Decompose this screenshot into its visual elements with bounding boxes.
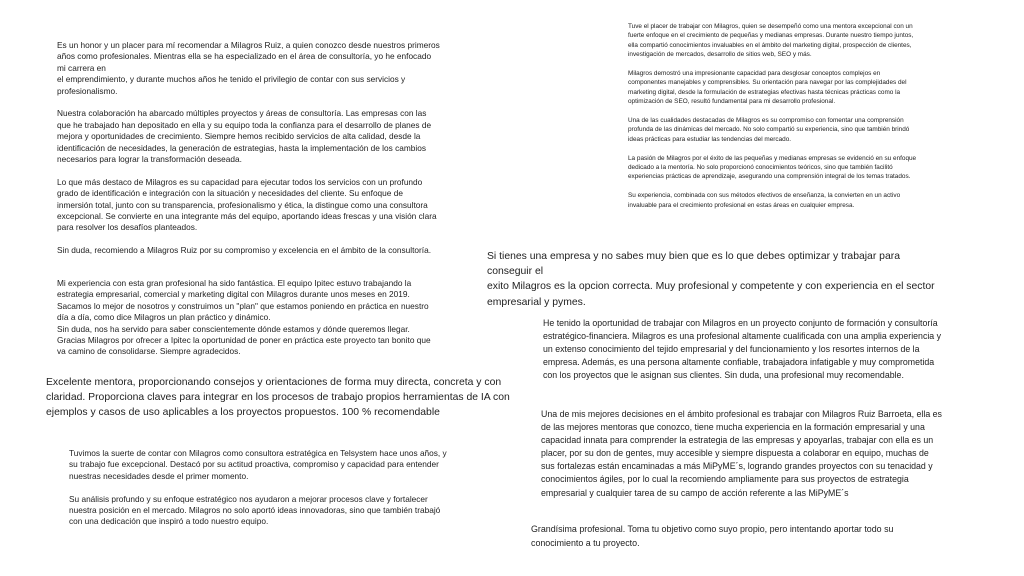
testimonial-paragraph: Tuve el placer de trabajar con Milagros, quien se desempeñó como una mentora excepcional con un fuerte enfoque en el crecimiento de pequeñas y medianas empresas. Durante nuestro tiempo juntos, ella compartió conocimientos invaluables en el ámbito del marketing digital, prospección de clientes, investigación de mercados, desarrollo de sitios web, SEO y más.	[628, 23, 914, 59]
testimonial-paragraph: Milagros demostró una impresionante capacidad para desglosar conceptos complejos en componentes manejables y comprensibles. Su orientación para navegar por las complejidades del marketing digital, desde la formulación de estrategias efectivas hasta técnicas prácticas como la optimización de SEO, resultó fundamental para mi desarrollo profesional.	[628, 70, 907, 106]
testimonial-paragraph: Una de las cualidades destacadas de Milagros es su compromiso con fomentar una comprensión profunda de las dinámicas del mercado. No solo compartió su experiencia, sino que también brindó ideas prácticas para estudiar las tendencias del mercado.	[628, 117, 910, 143]
testimonial-paragraph: Es un honor y un placer para mí recomendar a Milagros Ruiz, a quien conozco desde nuestros primeros años como profesionales. Mientras ella se ha especializado en el área de consultoría, yo he enfocado mi carrera en el emprendimiento, y durante muchos años he tenido el privilegio de contar con sus servicios y profesionalismo.	[57, 40, 440, 96]
testimonial-paragraph: Su experiencia, combinada con sus métodos efectivos de enseñanza, la convierten en un activo invaluable para el crecimiento profesional en estas áreas en cualquier empresa.	[628, 192, 901, 209]
testimonial-ipitec	[57, 278, 467, 358]
testimonial-paragraph: Lo que más destaco de Milagros es su capacidad para ejecutar todos los servicios con un profundo grado de identificación e integración con la situación y necesidades del cliente. Su enfoque de inmersión total, junto con su transparencia, profesionalismo y ética, la distingue como una consultora excepcional. Se convierte en una integrante más del equipo, aportando ideas frescas y una visión clara para resolver los desafíos planteados.	[57, 176, 437, 233]
testimonial-financial-consulting	[543, 317, 963, 382]
testimonial-paragraph: Excelente mentora, proporcionando consejos y orientaciones de forma muy directa, concreta y con claridad. Proporciona claves para integrar en los procesos de trabajo propios herramientas de IA con ejemplos y casos de uso aplicables a los proyectos propuestos. 100 % recomendable	[46, 377, 510, 419]
testimonial-paragraph: Una de mis mejores decisiones en el ámbito profesional es trabajar con Milagros Ruiz Barroeta, ella es de las mejores mentoras que conozco, tiene mucha experiencia en la formación empresarial y una capacidad innata para comprender la estrategia de las empresas y apoyarlas, trabajar con ella es un placer, por su don de gentes, muy accesible y siempre dispuesta a colaborar en equipo, muchas de sus fortalezas están encaminadas a más MiPyME´s, logrando grandes proyectos con su tenacidad y conocimientos ágiles, por lo cual la recomiendo ampliamente para sus proyectos de estrategia empresarial y cualquier tarea de su campo de acción referente a las MiPyME´s	[541, 409, 942, 498]
testimonial-mipyme-mentor	[541, 408, 981, 500]
testimonial-ai-mentor	[46, 375, 516, 421]
testimonial-paragraph: Sin duda, recomiendo a Milagros Ruiz por su compromiso y excelencia en el ámbito de la consultoría.	[57, 245, 432, 256]
testimonial-paragraph: He tenido la oportunidad de trabajar con Milagros en un proyecto conjunto de formación y consultoría estratégico-financiera. Milagros es una profesional altamente cualificada con una amplia experiencia y un extenso conocimiento del tejido empresarial y del funcionamiento y los resortes internos de la empresa. Además, es una persona altamente confiable, trabajadora infatigable y muy comprometida con los proyectos que le asignan sus clientes. Sin duda, una profesional muy recomendable.	[543, 318, 942, 381]
testimonial-paragraph: Si tienes una empresa y no sabes muy bien que es lo que debes optimizar y trabajar para conseguir el exito Milagros es la opcion correcta. Muy profesional y competente y con experiencia en el sector empresarial y pymes.	[487, 251, 935, 308]
testimonial-digital-marketing-mentor	[628, 22, 968, 210]
testimonial-paragraph: Su análisis profundo y su enfoque estratégico nos ayudaron a mejorar procesos clave y fortalecer nuestra posición en el mercado. Milagros no solo aportó ideas innovadoras, sino que también trabajó con una dedicación que inspiró a todo nuestro equipo.	[69, 493, 441, 527]
testimonial-paragraph: Tuvimos la suerte de contar con Milagros como consultora estratégica en Telsystem hace unos años, y su trabajo fue excepcional. Destacó por su actitud proactiva, compromiso y capacidad para entender nuestras necesidades desde el primer momento.	[69, 448, 447, 481]
testimonial-paragraph: Grandísima profesional. Toma tu objetivo como suyo propio, pero intentando aportar todo su conocimiento a tu proyecto.	[531, 524, 894, 549]
testimonial-paragraph: Mi experiencia con esta gran profesional ha sido fantástica. El equipo Ipitec estuvo trabajando la estrategia empresarial, comercial y marketing digital con Milagros durante unos meses en 2019. Sacamos lo mejor de nosotros y construimos un "plan" que estamos poniendo en práctica en nuestro día a día, como dice Milagros un plan práctico y dinámico. Sin duda, nos ha servido para saber conscientemente dónde estamos y dónde queremos llegar. Gracias Milagros por ofrecer a Ipitec la oportunidad de poner en práctica este proyecto tan bonito que va camino de consolidarse. Siempre agradecidos.	[57, 278, 431, 357]
testimonial-paragraph: Nuestra colaboración ha abarcado múltiples proyectos y áreas de consultoría. Las empresas con las que he trabajado han depositado en ella y su equipo toda la confianza para el desarrollo de planes de mejora y oportunidades de crecimiento. Siempre hemos recibido servicios de alta calidad, desde la identificación de necesidades, la generación de estrategias, hasta la implementación de los cambios necesarios para lograr la transformación deseada.	[57, 108, 432, 165]
testimonial-telsystem	[69, 448, 479, 528]
testimonial-paragraph: La pasión de Milagros por el éxito de las pequeñas y medianas empresas se evidenció en su enfoque dedicado a la mentoría. No solo proporcionó conocimientos teóricos, sino que también facilitó experiencias prácticas de aprendizaje, asegurando una comprensión integral de los temas tratados.	[628, 154, 917, 181]
testimonial-recommendation-consulting	[57, 40, 467, 257]
testimonial-business-optimization	[487, 249, 947, 310]
testimonial-great-professional	[531, 522, 951, 550]
